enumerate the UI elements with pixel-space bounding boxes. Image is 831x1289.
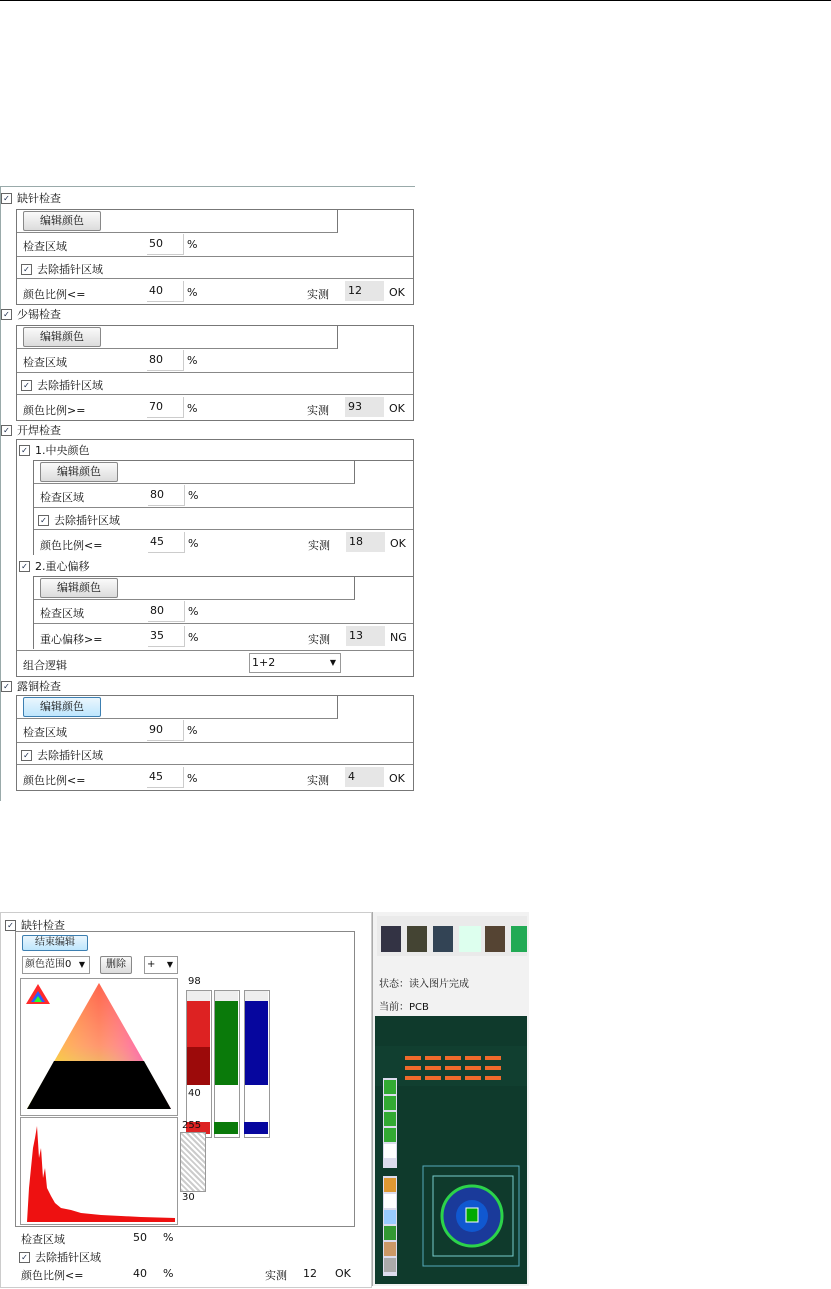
bar-max-value: 98 xyxy=(188,976,201,987)
result-label: NG xyxy=(390,631,407,644)
remove-pin-option[interactable] xyxy=(21,747,103,763)
checkbox-icon[interactable]: ✓ xyxy=(1,681,12,692)
logic-label: 组合逻辑 xyxy=(23,659,67,672)
measured-value: 4 xyxy=(345,767,384,787)
edit-color-row xyxy=(17,696,338,719)
checkbox-icon[interactable]: ✓ xyxy=(1,425,12,436)
edit-color-button[interactable]: 编辑颜色 xyxy=(23,327,101,347)
area-label: 检查区域 xyxy=(23,240,67,253)
sub-center-color-body xyxy=(33,460,413,555)
edit-color-row xyxy=(34,577,355,600)
section-title: 露铜检查 xyxy=(17,680,61,693)
area-input[interactable]: 80 xyxy=(147,350,184,371)
ratio-input[interactable]: 40 xyxy=(133,1267,147,1280)
up-arrow-icon[interactable] xyxy=(384,1080,396,1094)
sub-title: 2.重心偏移 xyxy=(35,560,90,573)
bar-pad xyxy=(215,991,238,1001)
status-text: 状态：读入图片完成 xyxy=(379,979,469,990)
red-fill-top xyxy=(187,1001,210,1047)
section-title: 少锡检查 xyxy=(17,308,61,321)
checkbox-icon[interactable]: ✓ xyxy=(1,193,12,204)
edit-color-button[interactable]: 编辑颜色 xyxy=(40,462,118,482)
edit-color-row xyxy=(17,326,338,349)
inspection-settings-panel xyxy=(0,186,415,801)
ratio-label: 颜色比例<= xyxy=(23,774,86,787)
measured-value: 13 xyxy=(346,626,385,646)
checkbox-icon[interactable]: ✓ xyxy=(21,380,32,391)
unit-label: % xyxy=(187,354,198,367)
remove-pin-label: 去除插针区域 xyxy=(37,379,103,392)
gray-range-bar[interactable] xyxy=(180,1132,206,1192)
red-channel-bar[interactable] xyxy=(186,990,212,1138)
area-input[interactable]: 80 xyxy=(148,601,185,622)
current-text: 当前：PCB xyxy=(379,1002,429,1013)
pcb-image[interactable] xyxy=(375,1016,527,1284)
unit-label: % xyxy=(188,605,199,618)
remove-pin-label: 去除插针区域 xyxy=(37,263,103,276)
result-label: OK xyxy=(389,286,405,299)
measured-label: 实测 xyxy=(307,404,329,417)
sub-center-offset-header[interactable] xyxy=(19,558,90,574)
remove-pin-option[interactable] xyxy=(19,1249,101,1265)
area-input[interactable]: 80 xyxy=(148,485,185,506)
checkbox-icon[interactable]: ✓ xyxy=(21,264,32,275)
divider xyxy=(17,742,413,743)
list-icon[interactable] xyxy=(384,1144,396,1158)
section-open-solder-body xyxy=(16,439,414,677)
measured-label: 实测 xyxy=(307,774,329,787)
measured-label: 实测 xyxy=(265,1269,287,1282)
section-title: 缺针检查 xyxy=(17,192,61,205)
measured-label: 实测 xyxy=(308,633,330,646)
section-low-solder-header[interactable] xyxy=(1,305,61,323)
edit-color-row xyxy=(17,210,338,233)
unit-label: % xyxy=(188,537,199,550)
unit-label: % xyxy=(188,489,199,502)
section-missing-pin-header[interactable] xyxy=(1,189,61,207)
divider xyxy=(34,507,413,508)
settings-icon[interactable] xyxy=(384,1258,396,1272)
navigation-arrows[interactable] xyxy=(383,1078,397,1168)
logic-select[interactable] xyxy=(249,653,341,673)
section-low-solder-body xyxy=(16,325,414,421)
sub-center-offset-body xyxy=(33,576,413,649)
grid-icon[interactable] xyxy=(384,1242,396,1256)
edit-color-row xyxy=(34,461,355,484)
color-editor-panel xyxy=(0,912,372,1288)
pcb-graphic xyxy=(375,1016,527,1284)
bar-pad xyxy=(187,991,210,1001)
tool-icons[interactable] xyxy=(383,1176,397,1276)
result-label: OK xyxy=(335,1267,351,1280)
unit-label: % xyxy=(163,1267,174,1280)
operator-select[interactable] xyxy=(144,956,178,974)
unit-label: % xyxy=(187,402,198,415)
measured-value: 93 xyxy=(345,397,384,417)
component-thumbnail-icon[interactable] xyxy=(485,926,505,952)
checkbox-icon[interactable]: ✓ xyxy=(5,920,16,931)
area-input[interactable]: 50 xyxy=(147,234,184,255)
color-range-select[interactable] xyxy=(22,956,90,974)
checkbox-icon[interactable]: ✓ xyxy=(19,1252,30,1263)
divider xyxy=(17,394,413,395)
window-icon[interactable] xyxy=(384,1210,396,1224)
result-label: OK xyxy=(389,772,405,785)
end-edit-button[interactable]: 结束编辑 xyxy=(22,935,88,951)
divider xyxy=(34,623,413,624)
ratio-label: 颜色比例<= xyxy=(40,539,103,552)
section-title: 缺针检查 xyxy=(21,919,65,932)
chart-icon[interactable] xyxy=(384,1178,396,1192)
delete-icon[interactable] xyxy=(384,1194,396,1208)
ratio-input[interactable]: 40 xyxy=(147,281,184,302)
ratio-label: 颜色比例<= xyxy=(23,288,86,301)
unit-label: % xyxy=(163,1231,174,1244)
remove-pin-option[interactable] xyxy=(38,512,120,528)
bar-min-value: 40 xyxy=(188,1088,201,1099)
section-exposed-copper-header[interactable] xyxy=(1,677,61,695)
histogram-graphic xyxy=(21,1118,177,1224)
unit-label: % xyxy=(187,724,198,737)
right-arrow-icon[interactable] xyxy=(384,1128,396,1142)
remove-pin-label: 去除插针区域 xyxy=(54,514,120,527)
measured-label: 实测 xyxy=(308,539,330,552)
color-triangle-picker[interactable] xyxy=(20,978,178,1116)
hist-max-value: 255 xyxy=(182,1120,202,1131)
section-open-solder-header[interactable] xyxy=(1,421,61,439)
area-label: 检查区域 xyxy=(23,356,67,369)
color-wheel-icon xyxy=(25,983,51,1005)
blue-fill xyxy=(245,1001,268,1085)
area-label: 检查区域 xyxy=(23,726,67,739)
divider xyxy=(17,372,413,373)
sub-title: 1.中央颜色 xyxy=(35,444,90,457)
checkbox-icon[interactable]: ✓ xyxy=(38,515,49,526)
ratio-input[interactable]: 45 xyxy=(148,532,185,553)
divider xyxy=(17,764,413,765)
area-input[interactable]: 90 xyxy=(147,720,184,741)
hist-min-value: 30 xyxy=(182,1192,195,1203)
green-fill xyxy=(215,1001,238,1085)
checkbox-icon[interactable]: ✓ xyxy=(19,561,30,572)
unit-label: % xyxy=(187,772,198,785)
chevron-down-icon: ▼ xyxy=(166,960,173,969)
measured-value: 12 xyxy=(345,281,384,301)
image-view-panel xyxy=(372,912,529,1286)
unit-label: % xyxy=(187,238,198,251)
edit-color-button[interactable]: 编辑颜色 xyxy=(40,578,118,598)
top-rule xyxy=(0,0,831,1)
measured-value: 12 xyxy=(303,1267,317,1280)
left-arrow-icon[interactable] xyxy=(384,1112,396,1126)
blue-checkbox-icon[interactable] xyxy=(244,1122,268,1134)
remove-pin-option[interactable] xyxy=(21,377,103,393)
section-exposed-copper-body xyxy=(16,695,414,791)
chevron-down-icon: ▼ xyxy=(329,658,336,667)
ratio-label: 颜色比例>= xyxy=(23,404,86,417)
edit-color-button[interactable]: 编辑颜色 xyxy=(23,211,101,231)
thumbnail-toolbar[interactable] xyxy=(377,916,527,956)
unit-label: % xyxy=(188,631,199,644)
component-thumbnail-icon[interactable] xyxy=(381,926,401,952)
unit-label: % xyxy=(187,286,198,299)
blue-channel-bar[interactable] xyxy=(244,990,270,1138)
area-label: 检查区域 xyxy=(21,1233,65,1246)
area-label: 检查区域 xyxy=(40,491,84,504)
result-label: OK xyxy=(390,537,406,550)
red-fill-bottom xyxy=(187,1047,210,1085)
component-thumbnail-icon[interactable] xyxy=(459,926,481,952)
sub-center-color-header[interactable] xyxy=(19,442,90,458)
panel2-fields xyxy=(15,1225,353,1285)
remove-pin-label: 去除插针区域 xyxy=(35,1251,101,1264)
remove-pin-label: 去除插针区域 xyxy=(37,749,103,762)
checkbox-icon[interactable]: ✓ xyxy=(1,309,12,320)
offset-label: 重心偏移>= xyxy=(40,633,103,646)
result-label: OK xyxy=(389,402,405,415)
area-label: 检查区域 xyxy=(40,607,84,620)
divider xyxy=(17,256,413,257)
ratio-input[interactable]: 45 xyxy=(147,767,184,788)
divider xyxy=(17,278,413,279)
ratio-input[interactable]: 70 xyxy=(147,397,184,418)
operator-value: + xyxy=(147,959,156,970)
divider xyxy=(34,529,413,530)
checkbox-icon[interactable]: ✓ xyxy=(19,445,30,456)
section-title: 开焊检查 xyxy=(17,424,61,437)
delete-button[interactable]: 删除 xyxy=(100,956,132,974)
component-thumbnail-icon[interactable] xyxy=(407,926,427,952)
bar-pad xyxy=(245,991,268,1001)
area-input[interactable]: 50 xyxy=(133,1231,147,1244)
measured-value: 18 xyxy=(346,532,385,552)
histogram xyxy=(20,1117,178,1225)
edit-color-button[interactable]: 编辑颜色 xyxy=(23,697,101,717)
section-missing-pin-body xyxy=(16,209,414,305)
ratio-label: 颜色比例<= xyxy=(21,1269,84,1282)
green-checkbox-icon[interactable] xyxy=(214,1122,238,1134)
component-thumbnail-icon[interactable] xyxy=(433,926,453,952)
divider xyxy=(17,650,413,651)
component-icon[interactable] xyxy=(384,1226,396,1240)
down-arrow-icon[interactable] xyxy=(384,1096,396,1110)
offset-input[interactable]: 35 xyxy=(148,626,185,647)
chevron-down-icon: ▼ xyxy=(78,960,85,969)
green-channel-bar[interactable] xyxy=(214,990,240,1138)
editor-body xyxy=(15,931,355,1227)
component-thumbnail-icon[interactable] xyxy=(511,926,527,952)
logic-value: 1+2 xyxy=(252,656,276,669)
remove-pin-option[interactable] xyxy=(21,261,103,277)
measured-label: 实测 xyxy=(307,288,329,301)
checkbox-icon[interactable]: ✓ xyxy=(21,750,32,761)
range-value: 颜色范围0 xyxy=(25,959,72,970)
